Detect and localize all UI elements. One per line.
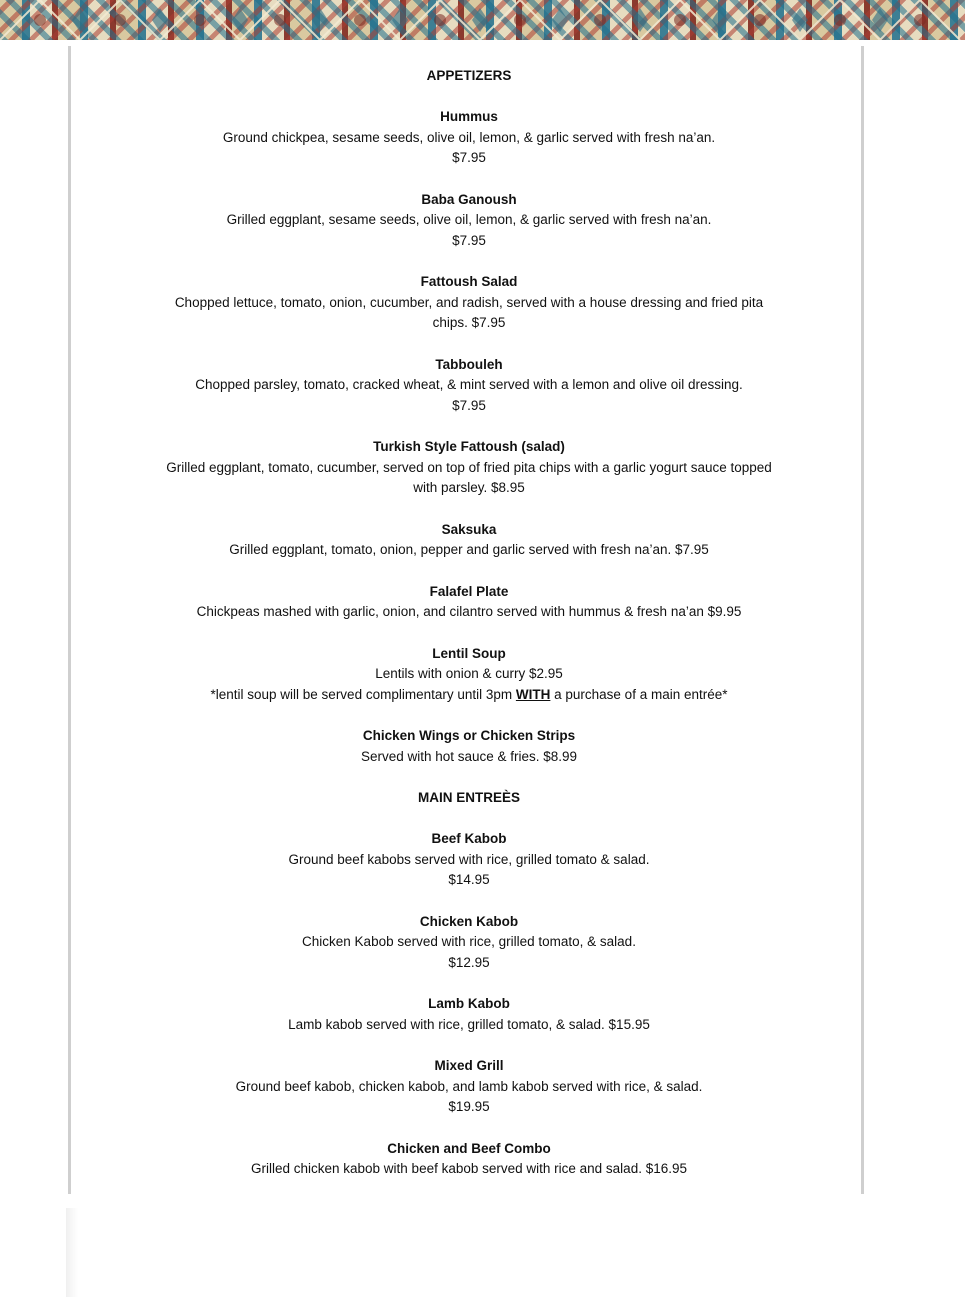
menu-item xyxy=(71,520,867,561)
menu-item-note xyxy=(71,685,867,706)
menu-item-description: Chopped parsley, tomato, cracked wheat, & mint served with a lemon and olive oil dressing. xyxy=(195,377,743,392)
menu-item xyxy=(71,190,867,252)
section-title: APPETIZERS xyxy=(426,68,512,83)
menu-item-description: Chopped lettuce, tomato, onion, cucumber, and radish, served with a house dressing and fried pita chips. $7.95 xyxy=(174,294,764,330)
note-after-text: a purchase of a main entrée* xyxy=(550,686,728,702)
menu-item xyxy=(71,912,867,974)
menu-item-name: Lamb Kabob xyxy=(428,996,510,1011)
menu-item-description: $19.95 xyxy=(448,1099,490,1114)
menu-item-description: Lentils with onion & curry $2.95 xyxy=(375,666,563,681)
decorative-mosaic-banner xyxy=(0,0,965,40)
menu-item xyxy=(71,355,867,417)
mosaic-pattern-icon xyxy=(0,0,965,40)
menu-item-description: $7.95 xyxy=(452,150,486,165)
menu-item-description: Chicken Kabob served with rice, grilled tomato, & salad. xyxy=(302,934,636,949)
menu-item xyxy=(71,994,867,1035)
menu-item-description: $14.95 xyxy=(448,872,490,887)
menu-item-description: $7.95 xyxy=(452,397,486,413)
menu-item xyxy=(71,437,867,499)
note-emph-text: WITH xyxy=(515,686,551,702)
menu-item-name: Fattoush Salad xyxy=(420,274,518,289)
menu-item xyxy=(71,1139,867,1180)
menu-item-description: Grilled eggplant, tomato, onion, pepper and garlic served with fresh na’an. $7.95 xyxy=(229,542,709,557)
menu-item xyxy=(71,829,867,891)
menu-content xyxy=(71,66,867,1201)
menu-item-name: Chicken Kabob xyxy=(419,913,519,929)
menu-item-name: Mixed Grill xyxy=(434,1058,504,1073)
menu-item-name: Turkish Style Fattoush (salad) xyxy=(373,439,565,454)
next-page-edge xyxy=(66,1208,78,1297)
note-before-text: *lentil soup will be served complimentary until 3pm xyxy=(210,686,516,702)
menu-item-name: Falafel Plate xyxy=(429,583,509,599)
menu-item-name: Baba Ganoush xyxy=(421,191,517,207)
menu-item-description: Ground chickpea, sesame seeds, olive oil, lemon, & garlic served with fresh na’an. xyxy=(222,129,716,145)
menu-item xyxy=(71,1056,867,1118)
menu-item xyxy=(71,644,867,706)
menu-item-description: Ground beef kabob, chicken kabob, and lamb kabob served with rice, & salad. xyxy=(235,1078,703,1094)
menu-item-description: Grilled chicken kabob with beef kabob served with rice and salad. $16.95 xyxy=(250,1161,687,1176)
menu-item-name: Chicken Wings or Chicken Strips xyxy=(362,728,576,743)
section-title: MAIN ENTREÈS xyxy=(417,790,520,805)
menu-item-name: Hummus xyxy=(440,109,498,124)
menu-page xyxy=(68,46,864,1194)
menu-item xyxy=(71,272,867,334)
menu-item-name: Chicken and Beef Combo xyxy=(387,1140,551,1156)
menu-item-description: Lamb kabob served with rice, grilled tomato, & salad. $15.95 xyxy=(288,1016,650,1032)
menu-item-description: Served with hot sauce & fries. $8.99 xyxy=(360,748,578,764)
menu-item-description: $12.95 xyxy=(448,954,490,970)
menu-item-description: Chickpeas mashed with garlic, onion, and cilantro served with hummus & fresh na’an $9.95 xyxy=(196,604,742,619)
menu-item-name: Beef Kabob xyxy=(431,831,507,846)
menu-item-description: Ground beef kabobs served with rice, grilled tomato & salad. xyxy=(288,851,650,867)
menu-item xyxy=(71,107,867,169)
menu-item-name: Saksuka xyxy=(441,521,497,537)
menu-item-name: Lentil Soup xyxy=(432,645,506,661)
menu-item xyxy=(71,582,867,623)
menu-item-name: Tabbouleh xyxy=(435,356,503,372)
menu-item xyxy=(71,726,867,767)
menu-item-description: Grilled eggplant, tomato, cucumber, served on top of fried pita chips with a garlic yogurt sauce topped with parsley. $8.95 xyxy=(166,459,772,495)
menu-item-description: Grilled eggplant, sesame seeds, olive oil, lemon, & garlic served with fresh na’an. xyxy=(226,212,712,227)
menu-item-description: $7.95 xyxy=(452,232,486,248)
